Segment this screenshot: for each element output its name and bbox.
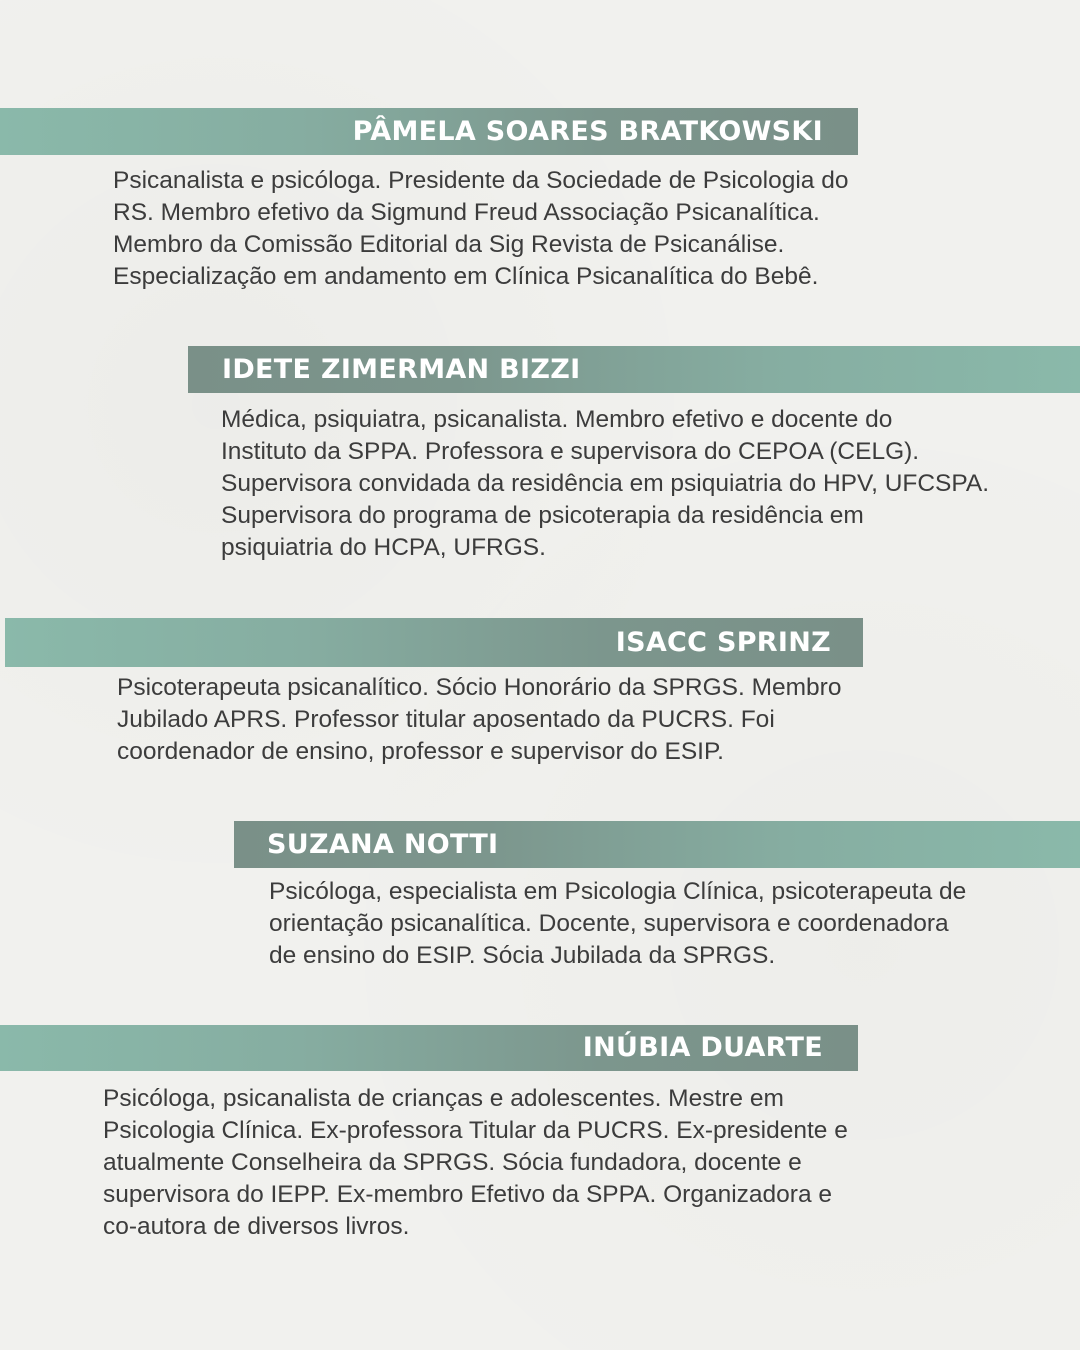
profile-bio: [103, 1083, 848, 1243]
profile-bio: [117, 672, 841, 768]
profile-name-bar: [234, 821, 1080, 868]
profile-name: PÂMELA SOARES BRATKOWSKI: [352, 116, 823, 147]
bio-line: Supervisora convidada da residência em psiquiatria do HPV, UFCSPA.: [221, 470, 990, 497]
bio-line: coordenador de ensino, professor e supervisor do ESIP.: [117, 738, 724, 765]
bio-line: Psicanalista e psicóloga. Presidente da Sociedade de Psicologia do: [113, 167, 849, 194]
bio-line: Instituto da SPPA. Professora e supervisora do CEPOA (CELG).: [221, 438, 920, 465]
profile-name-bar: [5, 618, 863, 667]
bio-line: Médica, psiquiatra, psicanalista. Membro efetivo e docente do: [221, 406, 893, 433]
bio-line: supervisora do IEPP. Ex-membro Efetivo da SPPA. Organizadora e: [103, 1181, 833, 1208]
bio-line: Especialização em andamento em Clínica Psicanalítica do Bebê.: [113, 263, 819, 290]
bio-line: de ensino do ESIP. Sócia Jubilada da SPRGS.: [269, 942, 776, 969]
profile-bio: [221, 404, 989, 564]
profile-name: INÚBIA DUARTE: [582, 1032, 823, 1063]
bio-line: Psicóloga, psicanalista de crianças e adolescentes. Mestre em: [103, 1085, 784, 1112]
bio-line: Supervisora do programa de psicoterapia da residência em: [221, 502, 864, 529]
profile-name-bar: [188, 346, 1080, 393]
bio-line: Psicoterapeuta psicanalítico. Sócio Honorário da SPRGS. Membro: [117, 674, 842, 701]
profile-name: IDETE ZIMERMAN BIZZI: [222, 354, 581, 385]
profile-name: ISACC SPRINZ: [615, 627, 831, 658]
bio-line: RS. Membro efetivo da Sigmund Freud Associação Psicanalítica.: [113, 199, 820, 226]
bio-line: atualmente Conselheira da SPRGS. Sócia fundadora, docente e: [103, 1149, 802, 1176]
profile-name-bar: [0, 1025, 858, 1071]
profile-name-bar: [0, 108, 858, 155]
profile-bio: [113, 165, 848, 293]
bio-line: Membro da Comissão Editorial da Sig Revista de Psicanálise.: [113, 231, 785, 258]
bio-line: Jubilado APRS. Professor titular aposentado da PUCRS. Foi: [117, 706, 775, 733]
bio-line: orientação psicanalítica. Docente, supervisora e coordenadora: [269, 910, 949, 937]
bio-line: Psicologia Clínica. Ex-professora Titular da PUCRS. Ex-presidente e: [103, 1117, 848, 1144]
bio-line: Psicóloga, especialista em Psicologia Clínica, psicoterapeuta de: [269, 878, 967, 905]
bio-line: psiquiatria do HCPA, UFRGS.: [221, 534, 546, 561]
profile-name: SUZANA NOTTI: [267, 829, 499, 860]
profile-bio: [269, 876, 966, 972]
bio-line: co-autora de diversos livros.: [103, 1213, 410, 1240]
